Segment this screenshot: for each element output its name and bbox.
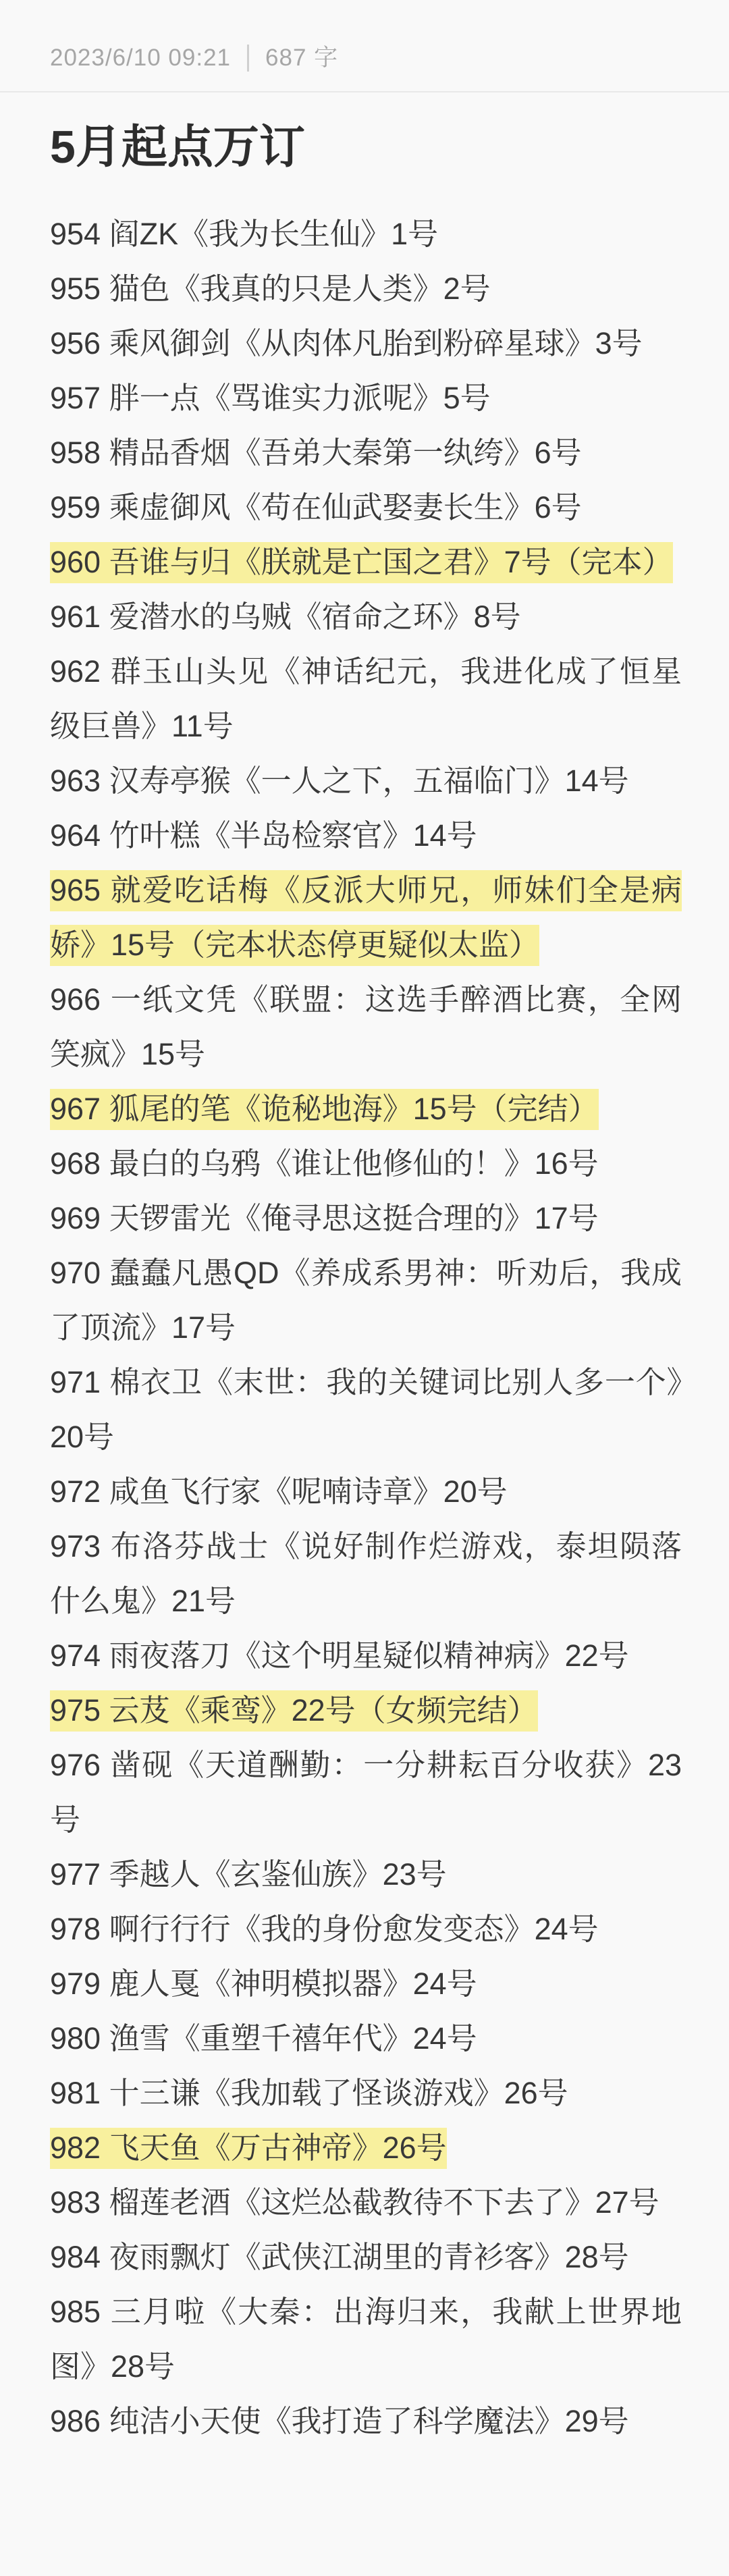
entry-text: 979 鹿人戛《神明模拟器》24号 [50,1966,477,2001]
novel-entry [50,644,682,753]
novel-entry [50,2230,682,2284]
entry-text: 966 一纸文凭《联盟：这选手醉酒比赛，全网笑疯》15号 [50,982,682,1071]
entry-text: 955 猫色《我真的只是人类》2号 [50,271,491,306]
note-meta [0,0,729,73]
novel-entry [50,863,682,972]
entry-text: 975 云芨《乘鸾》22号（女频完结） [50,1690,538,1732]
entry-text: 974 雨夜落刀《这个明星疑似精神病》22号 [50,1638,629,1673]
entry-text: 969 天锣雷光《俺寻思这挺合理的》17号 [50,1200,599,1235]
entry-text: 958 精品香烟《吾弟大秦第一纨绔》6号 [50,435,582,470]
novel-entry [50,1519,682,1628]
novel-entry [50,425,682,480]
novel-entry [50,1738,682,1847]
meta-separator [247,45,249,72]
note-word-count: 687 字 [265,45,339,71]
novel-entry [50,1628,682,1683]
entry-text: 976 凿砚《天道酬勤：一分耕耘百分收获》23号 [50,1747,682,1837]
novel-entry [50,1902,682,1956]
novel-entry [50,480,682,535]
entry-text: 957 胖一点《骂谁实力派呢》5号 [50,380,491,415]
entry-text: 984 夜雨飘灯《武侠江湖里的青衫客》28号 [50,2239,629,2274]
entry-text: 970 蠢蠢凡愚QD《养成系男神：听劝后，我成了顶流》17号 [50,1255,682,1345]
novel-entry [50,753,682,808]
novel-entry [50,1464,682,1519]
entry-text: 962 群玉山头见《神话纪元，我进化成了恒星级巨兽》11号 [50,653,682,743]
novel-entry [50,2120,682,2175]
novel-entry [50,972,682,1081]
entry-text: 983 榴莲老酒《这烂怂截教待不下去了》27号 [50,2184,659,2220]
entry-text: 973 布洛芬战士《说好制作烂游戏，泰坦陨落什么鬼》21号 [50,1528,682,1618]
novel-entry [50,1956,682,2011]
entry-text: 964 竹叶糕《半岛检察官》14号 [50,817,477,853]
novel-entry [50,2066,682,2120]
entry-text: 978 啊行行行《我的身份愈发变态》24号 [50,1911,599,1946]
novel-entry [50,1355,682,1464]
novel-entry [50,2394,682,2448]
entry-text: 956 乘风御剑《从肉体凡胎到粉碎星球》3号 [50,325,643,360]
entry-text: 965 就爱吃话梅《反派大师兄，师妹们全是病娇》15号（完本状态停更疑似太监） [50,870,682,966]
novel-entry [50,2175,682,2230]
novel-entry [50,589,682,644]
entry-text: 971 棉衣卫《末世：我的关键词比别人多一个》20号 [50,1364,682,1454]
novel-entry [50,261,682,316]
entry-text: 982 飞天鱼《万古神帝》26号 [50,2128,447,2169]
novel-entry [50,808,682,863]
entry-text: 985 三月啦《大秦：出海归来，我献上世界地图》28号 [50,2294,682,2384]
entry-text: 961 爱潜水的乌贼《宿命之环》8号 [50,599,521,634]
entry-text: 967 狐尾的笔《诡秘地海》15号（完结） [50,1089,599,1130]
entry-text: 981 十三谦《我加载了怪谈游戏》26号 [50,2075,568,2110]
header-divider [0,91,729,92]
entry-text: 960 吾谁与归《朕就是亡国之君》7号（完本） [50,542,673,583]
note-timestamp: 2023/6/10 09:21 [50,45,232,71]
novel-entry [50,1683,682,1738]
entry-text: 977 季越人《玄鉴仙族》23号 [50,1856,447,1891]
novel-entry [50,316,682,371]
novel-entry [50,2284,682,2394]
novel-entry [50,1847,682,1902]
entry-text: 980 渔雪《重塑千禧年代》24号 [50,2020,477,2056]
novel-entry [50,1081,682,1136]
novel-entry [50,535,682,589]
novel-entry [50,2011,682,2066]
novel-entry [50,371,682,425]
note-content[interactable] [0,119,729,2448]
novel-entry [50,1191,682,1245]
entry-text: 968 最白的乌鸦《谁让他修仙的！》16号 [50,1146,599,1181]
entry-text: 963 汉寿亭猴《一人之下，五福临门》14号 [50,763,629,798]
note-title: 5月起点万订 [50,122,305,173]
entry-list [50,207,682,2448]
novel-entry [50,1136,682,1191]
novel-entry [50,1245,682,1355]
entry-text: 954 阎ZK《我为长生仙》1号 [50,216,439,251]
entry-text: 986 纯洁小天使《我打造了科学魔法》29号 [50,2403,629,2438]
novel-entry [50,207,682,261]
entry-text: 972 咸鱼飞行家《呢喃诗章》20号 [50,1474,508,1509]
entry-text: 959 乘虚御风《苟在仙武娶妻长生》6号 [50,489,582,525]
